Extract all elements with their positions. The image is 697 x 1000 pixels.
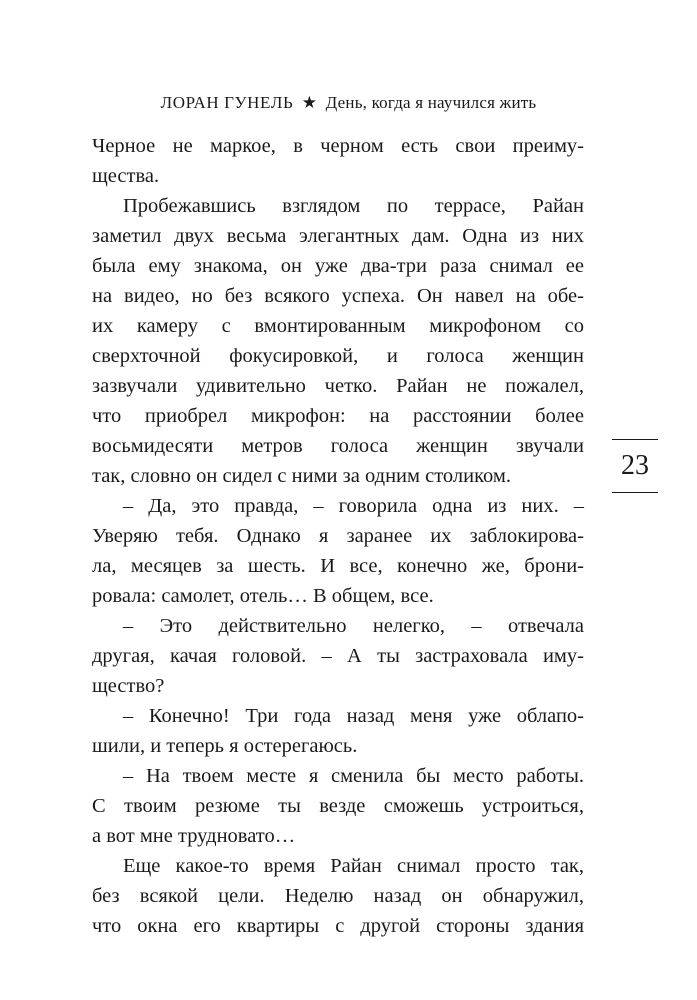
running-head [0, 93, 697, 113]
text-line: заметил двух весьма элегантных дам. Одна из них [92, 225, 584, 247]
text-line: – Конечно! Три года назад меня уже облапо- [123, 705, 584, 727]
star-icon: ★ [301, 93, 318, 112]
text-line: – На твоем месте я сменила бы место работы. [123, 765, 584, 787]
text-line: ла, месяцев за шесть. И все, конечно же, брони- [92, 555, 584, 577]
text-line: что приобрел микрофон: на расстоянии более [92, 405, 584, 427]
text-line: что окна его квартиры с другой стороны здания [92, 915, 584, 937]
page-number: 23 [612, 439, 658, 493]
text-line: Еще какое-то время Райан снимал просто так, [123, 855, 584, 877]
text-line: на видео, но без всякого успеха. Он навел на обе- [92, 285, 584, 307]
text-line: шили, и теперь я остерегаюсь. [92, 735, 358, 757]
text-line: их камеру с вмонтированным микрофоном со [92, 315, 584, 337]
text-line: Черное не маркое, в черном есть свои преиму- [92, 135, 584, 157]
text-line: без всякой цели. Неделю назад он обнаружил, [92, 885, 584, 907]
text-line: Пробежавшись взглядом по террасе, Райан [123, 195, 584, 217]
text-line: С твоим резюме ты везде сможешь устроиться, [92, 795, 584, 817]
text-line: другая, качая головой. – А ты застраховала иму- [92, 645, 584, 667]
running-head-book-title: День, когда я научился жить [325, 93, 537, 112]
text-line: щество? [92, 675, 165, 697]
text-line: так, словно он сидел с ними за одним столиком. [92, 465, 511, 487]
text-line: сверхточной фокусировкой, и голоса женщин [92, 345, 584, 367]
text-line: – Это действительно нелегко, – отвечала [123, 615, 584, 637]
text-line: зазвучали удивительно четко. Райан не пожалел, [92, 375, 584, 397]
text-line: щества. [92, 165, 160, 187]
body-text [92, 131, 584, 941]
text-line: восьмидесяти метров голоса женщин звучали [92, 435, 584, 457]
text-line: Уверяю тебя. Однако я заранее их заблокирова- [92, 525, 584, 547]
text-line: а вот мне трудновато… [92, 825, 296, 847]
text-line: была ему знакома, он уже два-три раза снимал ее [92, 255, 584, 277]
text-line: – Да, это правда, – говорила одна из них. – [123, 495, 584, 517]
text-line: ровала: самолет, отель… В общем, все. [92, 585, 434, 607]
running-head-author: ЛОРАН ГУНЕЛЬ [160, 93, 294, 112]
